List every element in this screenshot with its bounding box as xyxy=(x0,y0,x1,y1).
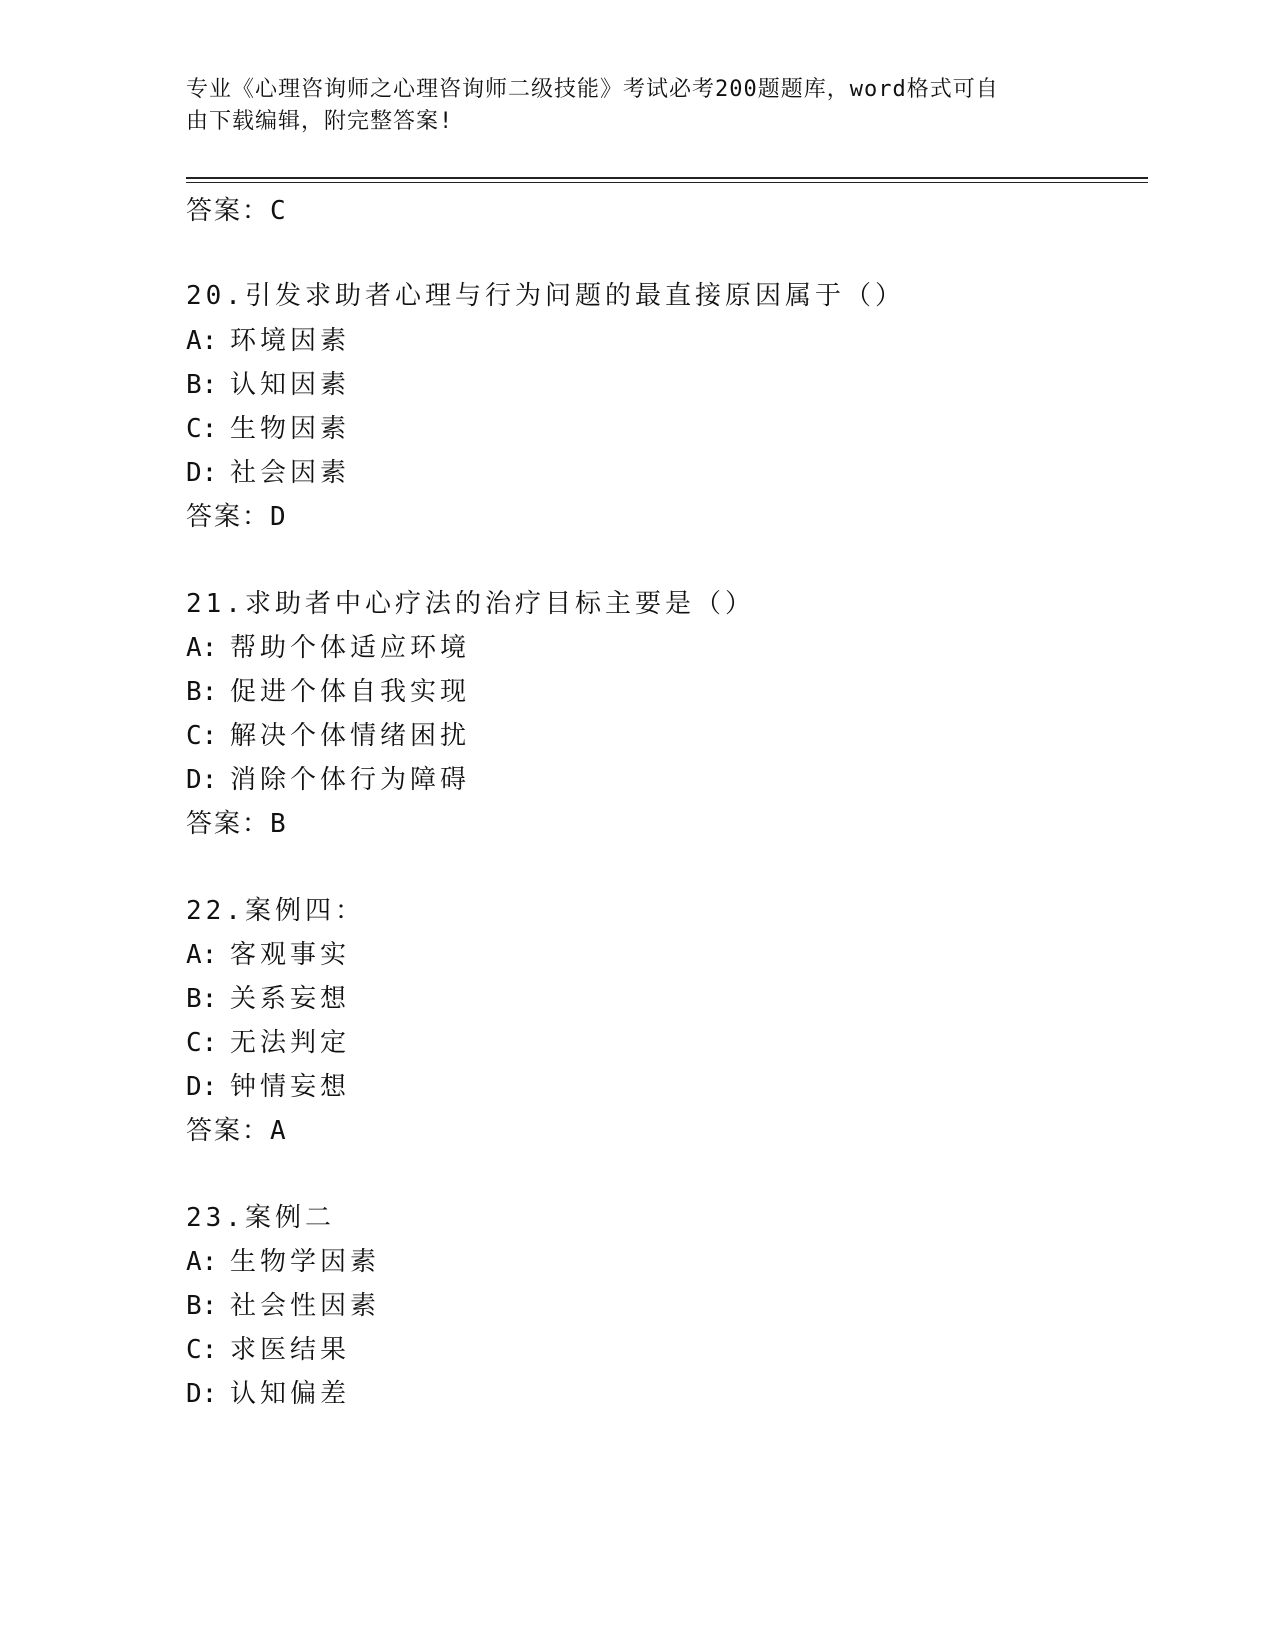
option-text: 环境因素 xyxy=(230,326,351,356)
document-header xyxy=(186,74,1066,138)
header-divider-thin xyxy=(186,182,1148,183)
option-key: B: xyxy=(186,370,218,400)
option-text: 关系妄想 xyxy=(230,984,351,1014)
answer-value: B xyxy=(270,809,288,839)
answer-line xyxy=(186,190,288,227)
header-line-1: 专业《心理咨询师之心理咨询师二级技能》考试必考200题题库，word格式可自 xyxy=(186,77,999,102)
option-text: 帮助个体适应环境 xyxy=(230,633,471,663)
option-text: 解决个体情绪困扰 xyxy=(230,721,471,751)
answer-line xyxy=(186,803,288,840)
option-key: C: xyxy=(186,414,218,444)
option-key: B: xyxy=(186,984,218,1014)
option-text: 求医结果 xyxy=(230,1335,351,1365)
option-text: 社会性因素 xyxy=(230,1291,381,1321)
option-a xyxy=(186,1241,380,1278)
option-d xyxy=(186,759,470,796)
option-text: 促进个体自我实现 xyxy=(230,677,471,707)
option-b xyxy=(186,1285,380,1322)
answer-line xyxy=(186,496,288,533)
question-title: 20.引发求助者心理与行为问题的最直接原因属于（） xyxy=(186,281,905,311)
option-text: 认知偏差 xyxy=(230,1379,351,1409)
header-line-2: 由下载编辑，附完整答案! xyxy=(186,109,454,134)
option-d xyxy=(186,1373,350,1410)
answer-label: 答案： xyxy=(186,1116,271,1146)
option-key: D: xyxy=(186,765,218,795)
option-c xyxy=(186,408,350,445)
option-a xyxy=(186,934,350,971)
option-text: 生物学因素 xyxy=(230,1247,381,1277)
answer-value: C xyxy=(270,196,288,226)
option-text: 社会因素 xyxy=(230,458,351,488)
option-b xyxy=(186,364,350,401)
option-c xyxy=(186,1329,350,1366)
option-key: B: xyxy=(186,677,218,707)
option-key: A: xyxy=(186,633,218,663)
question-title: 22.案例四： xyxy=(186,896,365,926)
answer-label: 答案： xyxy=(186,809,271,839)
header-divider xyxy=(186,177,1148,179)
option-text: 无法判定 xyxy=(230,1028,351,1058)
option-c xyxy=(186,715,470,752)
option-text: 认知因素 xyxy=(230,370,351,400)
answer-label: 答案： xyxy=(186,196,271,226)
option-key: D: xyxy=(186,1379,218,1409)
answer-line xyxy=(186,1110,288,1147)
option-b xyxy=(186,671,470,708)
option-text: 生物因素 xyxy=(230,414,351,444)
question-title: 23.案例二 xyxy=(186,1203,335,1233)
option-b xyxy=(186,978,350,1015)
option-key: D: xyxy=(186,1072,218,1102)
option-text: 钟情妄想 xyxy=(230,1072,351,1102)
option-d xyxy=(186,1066,350,1103)
option-key: C: xyxy=(186,721,218,751)
option-c xyxy=(186,1022,350,1059)
option-text: 消除个体行为障碍 xyxy=(230,765,471,795)
option-key: C: xyxy=(186,1335,218,1365)
answer-value: D xyxy=(270,502,288,532)
option-key: A: xyxy=(186,326,218,356)
answer-label: 答案： xyxy=(186,502,271,532)
option-text: 客观事实 xyxy=(230,940,351,970)
option-key: C: xyxy=(186,1028,218,1058)
question-title: 21.求助者中心疗法的治疗目标主要是（） xyxy=(186,589,755,619)
option-key: A: xyxy=(186,1247,218,1277)
answer-value: A xyxy=(270,1116,288,1146)
option-key: A: xyxy=(186,940,218,970)
option-key: D: xyxy=(186,458,218,488)
option-d xyxy=(186,452,350,489)
option-key: B: xyxy=(186,1291,218,1321)
option-a xyxy=(186,320,350,357)
option-a xyxy=(186,627,470,664)
